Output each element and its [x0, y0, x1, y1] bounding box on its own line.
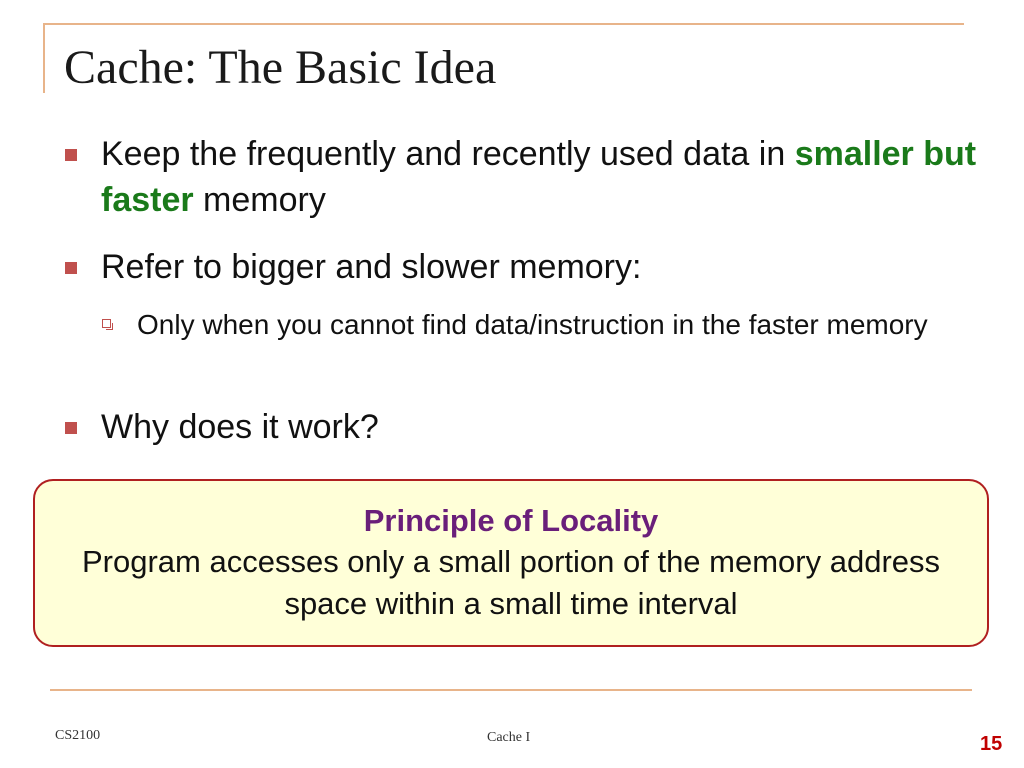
- bullet-item: [101, 131, 1001, 223]
- footer-course: CS2100: [55, 728, 101, 743]
- bullet-emphasis: smaller but faster: [101, 135, 977, 219]
- hollow-square-bullet-icon: [102, 319, 111, 328]
- bullet-item: [101, 404, 1001, 450]
- sub-bullet-item: [137, 305, 977, 345]
- page-number: 15: [980, 733, 1003, 755]
- bullet-text: Refer to bigger and slower memory:: [101, 248, 642, 286]
- bullet-text-after: memory: [193, 181, 326, 219]
- bullet-text-before: Keep the frequently and recently used data in: [101, 135, 795, 173]
- callout-body: Program accesses only a small portion of the memory address space within a small time interval: [81, 544, 941, 621]
- frame-left-line: [43, 23, 45, 93]
- bullet-text: [101, 131, 1001, 223]
- bullet-text: Why does it work?: [101, 408, 379, 446]
- slide-title: Cache: The Basic Idea: [64, 41, 497, 94]
- bullet-item: [101, 244, 1001, 290]
- footer-rule: [50, 689, 972, 691]
- callout-box: [33, 479, 989, 647]
- frame-top-line: [43, 23, 964, 25]
- square-bullet-icon: [65, 262, 77, 274]
- callout-heading: Principle of Locality: [363, 503, 659, 538]
- square-bullet-icon: [65, 149, 77, 161]
- footer-topic: Cache I: [487, 730, 531, 745]
- square-bullet-icon: [65, 422, 77, 434]
- sub-bullet-text: Only when you cannot find data/instruction in the faster memory: [137, 309, 928, 340]
